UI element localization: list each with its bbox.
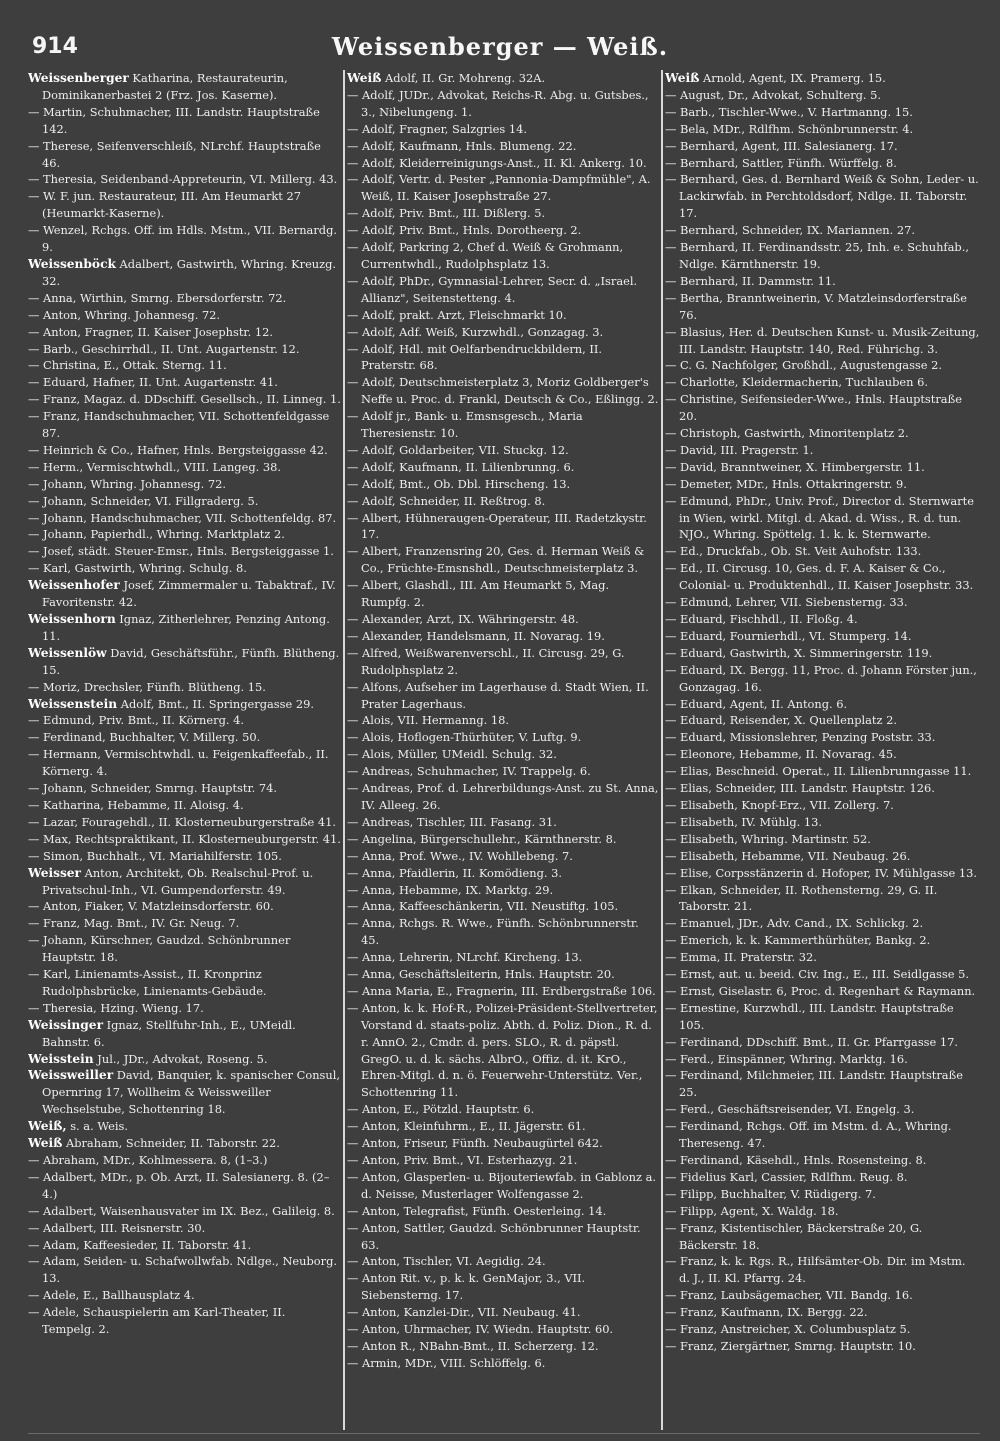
directory-entry: — Elkan, Schneider, II. Rothensterng. 29, G. II. Taborstr. 21. [665, 882, 938, 914]
directory-entry: — Bernhard, II. Ferdinandsstr. 25, Inh. e. Schuhfab., Ndlge. Kärnthnerstr. 19. [665, 240, 969, 271]
directory-entry: — Elise, Corpsstänzerin d. Hofoper, IV. Mühlgasse 13. [665, 865, 977, 880]
directory-entry: — Adolf, Adf. Weiß, Kurzwhdl., Gonzagag. 3. [347, 324, 604, 339]
directory-entry: — Elisabeth, IV. Mühlg. 13. [665, 814, 823, 829]
directory-entry: — Adam, Kaffeesieder, II. Taborstr. 41. [28, 1237, 252, 1252]
page-title: Weissenberger — Weiß. [331, 32, 669, 61]
directory-entry: — Eleonore, Hebamme, II. Novarag. 45. [665, 747, 897, 762]
directory-entry: — Alexander, Arzt, IX. Währingerstr. 48. [347, 612, 579, 626]
directory-entry: — Anton, Kanzlei-Dir., VII. Neubaug. 41. [347, 1305, 581, 1320]
column-divider [343, 70, 345, 1430]
directory-entry: Weiß Abraham, Schneider, II. Taborstr. 22. [28, 1136, 280, 1151]
directory-entry: — Anna, Prof. Wwe., IV. Wohllebeng. 7. [347, 848, 573, 863]
directory-entry: — Max, Rechtspraktikant, II. Klosterneuburgerstr. 41. [28, 831, 341, 846]
directory-entry: — Heinrich & Co., Hafner, Hnls. Bergsteiggasse 42. [28, 442, 328, 457]
directory-entry: — Blasius, Her. d. Deutschen Kunst- u. Musik-Zeitung, III. Landstr. Hauptstr. 140, Red. Führichg. 3. [665, 324, 980, 356]
directory-entry: — Adolf, PhDr., Gymnasial-Lehrer, Secr. d. „Israel. Allianz", Seitenstetteng. 4. [347, 273, 638, 305]
entry-surname: Weissinger [28, 1017, 103, 1032]
directory-entry: — Anton, Uhrmacher, IV. Wiedn. Hauptstr. 60. [347, 1322, 614, 1337]
directory-entry: — Therese, Seifenverschleiß, NLrchf. Hauptstraße 46. [28, 138, 321, 170]
page-number: 914 [32, 34, 78, 59]
entry-list-2 [347, 70, 660, 1372]
directory-entry: — Bernhard, Sattler, Fünfh. Würffelg. 8. [665, 155, 897, 170]
column-1 [28, 70, 341, 1430]
directory-entry: — Filipp, Agent, X. Waldg. 18. [665, 1203, 839, 1218]
entry-list-3 [665, 70, 980, 1355]
directory-entry: — Theresia, Hzing. Wieng. 17. [28, 1000, 204, 1015]
directory-entry: — Abraham, MDr., Kohlmessera. 8, (1–3.) [28, 1153, 268, 1167]
directory-entry: — Elias, Schneider, III. Landstr. Hauptstr. 126. [665, 781, 935, 796]
entry-surname: Weiß, [28, 1119, 67, 1134]
directory-entry: — Adolf, Vertr. d. Pester „Pannonia-Dampfmühle", A. Weiß, II. Kaiser Josephstraße 27. [347, 172, 651, 204]
directory-entry: — Anton, Sattler, Gaudzd. Schönbrunner Hauptstr. 63. [347, 1220, 641, 1252]
directory-entry: — Christoph, Gastwirth, Minoritenplatz 2. [665, 426, 909, 441]
directory-entry: — Wenzel, Rchgs. Off. im Hdls. Mstm., VII. Bernardg. 9. [28, 223, 337, 255]
directory-entry: — Eduard, Fournierhdl., VI. Stumperg. 14. [665, 628, 912, 643]
directory-entry: — Franz, k. k. Rgs. R., Hilfsämter-Ob. Dir. im Mstm. d. J., II. Kl. Pfarrg. 24. [665, 1254, 966, 1286]
directory-entry: — Katharina, Hebamme, II. Aloisg. 4. [28, 797, 244, 812]
directory-entry: Weissenhorn Ignaz, Zitherlehrer, Penzing Antong. 11. [28, 612, 330, 643]
entry-surname: Weiß [347, 71, 382, 85]
directory-entry: Weissweiller David, Banquier, k. spanischer Consul, Opernring 17, Wollheim & Weissweiller Wechselstube, Schottenring 18. [28, 1068, 340, 1117]
directory-entry: — Johann, Kürschner, Gaudzd. Schönbrunner Hauptstr. 18. [28, 933, 291, 965]
directory-entry: — Karl, Linienamts-Assist., II. Kronprinz Rudolphsbrücke, Linienamts-Gebäude. [28, 967, 267, 998]
directory-entry: — Anton Rit. v., p. k. k. GenMajor, 3., VII. Siebensterng. 17. [347, 1271, 586, 1303]
directory-entry: — Charlotte, Kleidermacherin, Tuchlauben 6. [665, 375, 928, 390]
directory-entry: — Bernhard, Agent, III. Salesianerg. 17. [665, 138, 898, 153]
column-3 [665, 70, 980, 1430]
directory-entry: — Adolf, Fragner, Salzgries 14. [347, 121, 527, 136]
directory-entry: — Adolf, Schneider, II. Reßtrog. 8. [347, 493, 546, 508]
directory-entry: — Eduard, Agent, II. Antong. 6. [665, 696, 848, 711]
directory-entry: — Anton, Telegrafist, Fünfh. Oesterleing. 14. [347, 1203, 607, 1218]
directory-entry: — W. F. jun. Restaurateur, III. Am Heumarkt 27 (Heumarkt-Kaserne). [28, 189, 302, 221]
entry-surname: Weissweiller [28, 1068, 114, 1083]
entry-surname: Weiß [28, 1136, 63, 1151]
directory-entry: — Albert, Franzensring 20, Ges. d. Herman Weiß & Co., Früchte-Emsnshdl., Deutschmeisterplatz 3. [347, 544, 645, 576]
directory-entry: — Martin, Schuhmacher, III. Landstr. Hauptstraße 142. [28, 104, 320, 136]
directory-entry: — Emma, II. Praterstr. 32. [665, 950, 817, 965]
directory-entry: — Anton, Kleinfuhrm., E., II. Jägerstr. 61. [347, 1119, 586, 1134]
directory-entry: — Anton, k. k. Hof-R., Polizei-Präsident-Stellvertreter, Vorstand d. staats-poliz. Abth. d. Poliz. Dion., R. d. r. AnnO. 2., Cmdr. d. pers. SLO., R. d. päpstl. GregO. u. d. k. sächs. AlbrO., Offiz. d. it. KrO., Ehren-Mitgl. d. n. ö. Feuerwehr-Unterstütz. Ver., Schottenring 11. [347, 1000, 658, 1100]
directory-entry: — Andreas, Tischler, III. Fasang. 31. [347, 814, 557, 829]
directory-entry: — Johann, Schneider, Smrng. Hauptstr. 74. [28, 781, 278, 796]
directory-entry: — Adolf, Priv. Bmt., Hnls. Dorotheerg. 2. [347, 223, 582, 238]
directory-entry: Weissinger Ignaz, Stellfuhr-Inh., E., UMeidl. Bahnstr. 6. [28, 1017, 296, 1049]
directory-entry: — Filipp, Buchhalter, V. Rüdigerg. 7. [665, 1186, 876, 1201]
directory-entry: — Franz, Mag. Bmt., IV. Gr. Neug. 7. [28, 916, 240, 931]
directory-entry: — Adam, Seiden- u. Schafwollwfab. Ndlge., Neuborg. 13. [28, 1254, 338, 1286]
column-divider [661, 70, 663, 1430]
directory-entry: — Adalbert, MDr., p. Ob. Arzt, II. Salesianerg. 8. (2–4.) [28, 1169, 330, 1201]
directory-entry: — Bertha, Branntweinerin, V. Matzleinsdorferstraße 76. [665, 290, 967, 322]
directory-entry: — Bernhard, II. Dammstr. 11. [665, 273, 836, 288]
directory-entry: — Alfred, Weißwarenverschl., II. Circusg. 29, G. Rudolphsplatz 2. [347, 645, 625, 677]
directory-entry: — Adolf, prakt. Arzt, Fleischmarkt 10. [347, 307, 567, 322]
directory-entry: — Adalbert, III. Reisnerstr. 30. [28, 1220, 206, 1235]
entry-list-1 [28, 70, 341, 1338]
directory-entry: — Anton, Whring. Johannesg. 72. [28, 307, 221, 322]
directory-entry: — Ferdinand, Käsehdl., Hnls. Rosensteing. 8. [665, 1153, 927, 1167]
directory-entry: Weisstein Jul., JDr., Advokat, Roseng. 5. [28, 1051, 268, 1066]
directory-entry: — Ernst, Giselastr. 6, Proc. d. Regenhart & Raymann. [665, 983, 976, 998]
directory-entry: — Adalbert, Waisenhausvater im IX. Bez., Galileig. 8. [28, 1203, 335, 1218]
directory-entry: — Anton, Glasperlen- u. Bijouteriewfab. in Gablonz a. d. Neisse, Musterlager Wolfengasse 2. [347, 1169, 657, 1201]
directory-entry: — Anna, Rchgs. R. Wwe., Fünfh. Schönbrunnerstr. 45. [347, 916, 639, 948]
directory-entry: — Alois, Hoflogen-Thürhüter, V. Luftg. 9. [347, 730, 582, 745]
directory-entry: — Albert, Hühneraugen-Operateur, III. Radetzkystr. 17. [347, 510, 647, 542]
directory-entry: — Ernestine, Kurzwhdl., III. Landstr. Hauptstraße 105. [665, 1000, 954, 1032]
directory-entry: — Adele, Schauspielerin am Karl-Theater, II. Tempelg. 2. [28, 1305, 286, 1337]
entry-surname: Weiß [665, 71, 700, 85]
directory-entry: — David, III. Pragerstr. 1. [665, 442, 814, 457]
directory-entry: — Anton, Friseur, Fünfh. Neubaugürtel 642. [347, 1136, 603, 1151]
directory-entry: — Franz, Magaz. d. DDschiff. Gesellsch., II. Linneg. 1. [28, 392, 341, 407]
directory-entry: — Alfons, Aufseher im Lagerhause d. Stadt Wien, II. Prater Lagerhaus. [347, 679, 649, 711]
directory-entry: — Barb., Geschirrhdl., II. Unt. Augartenstr. 12. [28, 341, 300, 356]
directory-entry: — Adolf jr., Bank- u. Emsnsgesch., Maria Theresienstr. 10. [347, 409, 583, 441]
entry-surname: Weissenstein [28, 696, 118, 711]
directory-entry: — David, Branntweiner, X. Himbergerstr. 11. [665, 459, 925, 474]
directory-entry: — Albert, Glashdl., III. Am Heumarkt 5, Mag. Rumpfg. 2. [347, 578, 610, 610]
directory-entry: — Barb., Tischler-Wwe., V. Hartmanng. 15. [665, 104, 913, 119]
directory-entry: — Anna, Kaffeeschänkerin, VII. Neustiftg. 105. [347, 899, 619, 914]
directory-entry: — Anna, Wirthin, Smrng. Ebersdorferstr. 72. [28, 290, 287, 305]
directory-entry: — Armin, MDr., VIII. Schlöffelg. 6. [347, 1355, 546, 1370]
directory-entry: — Anna, Pfaidlerin, II. Komödieng. 3. [347, 865, 562, 880]
directory-entry: — Christine, Seifensieder-Wwe., Hnls. Hauptstraße 20. [665, 392, 962, 424]
entry-surname: Weisser [28, 865, 81, 880]
directory-entry: — Adolf, JUDr., Advokat, Reichs-R. Abg. u. Gutsbes., 3., Nibelungeng. 1. [347, 87, 649, 119]
directory-entry: — Edmund, PhDr., Univ. Prof., Director d. Sternwarte in Wien, wirkl. Mitgl. d. Akad. d. Wiss., R. d. tun. NJO., Whring. Spöttelg. 1. k. k. Sternwarte. [665, 493, 974, 542]
directory-entry: — Emanuel, JDr., Adv. Cand., IX. Schlickg. 2. [665, 916, 924, 931]
directory-entry: — Christina, E., Ottak. Sterng. 11. [28, 358, 227, 373]
entry-surname: Weissenhofer [28, 578, 120, 593]
entry-surname: Weissenlöw [28, 645, 107, 660]
directory-entry: — Ed., Druckfab., Ob. St. Veit Auhofstr. 133. [665, 544, 922, 559]
directory-entry: Weiß, s. a. Weis. [28, 1119, 128, 1134]
directory-entry: — Hermann, Vermischtwhdl. u. Feigenkaffeefab., II. Körnerg. 4. [28, 747, 329, 779]
directory-entry: — Johann, Whring. Johannesg. 72. [28, 476, 226, 491]
directory-entry: — Ferdinand, DDschiff. Bmt., II. Gr. Pfarrgasse 17. [665, 1034, 959, 1049]
directory-entry: — Adolf, Kaufmann, Hnls. Blumeng. 22. [347, 138, 577, 153]
entry-surname: Weissenberger [28, 71, 129, 85]
directory-entry: Weissenstein Adolf, Bmt., II. Springergasse 29. [28, 696, 314, 711]
bottom-rule [28, 1433, 980, 1434]
directory-entry: Weisser Anton, Architekt, Ob. Realschul-Prof. u. Privatschul-Inh., VI. Gumpendorferstr. 49. [28, 865, 314, 897]
directory-entry: — Anton, E., Pötzld. Hauptstr. 6. [347, 1102, 535, 1117]
directory-entry: — Eduard, Reisender, X. Quellenplatz 2. [665, 713, 897, 728]
directory-entry: — Ferd., Einspänner, Whring. Marktg. 16. [665, 1051, 908, 1066]
directory-entry: Weissenberger Katharina, Restaurateurin, Dominikanerbastei 2 (Frz. Jos. Kaserne). [28, 71, 288, 102]
directory-entry: — Alois, VII. Hermanng. 18. [347, 713, 509, 728]
directory-entry: — Ernst, aut. u. beeid. Civ. Ing., E., III. Seidlgasse 5. [665, 967, 969, 982]
directory-entry: — Elias, Beschneid. Operat., II. Lilienbrunngasse 11. [665, 764, 972, 779]
directory-columns [28, 70, 980, 1430]
directory-entry: — Fidelius Karl, Cassier, Rdlfhm. Reug. 8. [665, 1169, 908, 1184]
directory-entry: — Adolf, Kleiderreinigungs-Anst., II. Kl. Ankerg. 10. [347, 155, 647, 170]
directory-entry: — Lazar, Fouragehdl., II. Klosterneuburgerstraße 41. [28, 814, 337, 829]
directory-entry: — Johann, Papierhdl., Whring. Marktplatz 2. [28, 527, 285, 542]
directory-entry: — Anna Maria, E., Fragnerin, III. Erdbergstraße 106. [347, 983, 656, 998]
directory-entry: — Angelina, Bürgerschullehr., Kärnthnerstr. 8. [347, 831, 617, 846]
directory-entry: — Elisabeth, Hebamme, VII. Neubaug. 26. [665, 848, 911, 863]
directory-entry: — Johann, Handschuhmacher, VII. Schottenfeldg. 87. [28, 510, 337, 525]
directory-entry: — Simon, Buchhalt., VI. Mariahilferstr. 105. [28, 848, 282, 863]
directory-entry: Weissenhofer Josef, Zimmermaler u. Tabaktraf., IV. Favoritenstr. 42. [28, 578, 336, 610]
directory-entry: — Adolf, Goldarbeiter, VII. Stuckg. 12. [347, 442, 569, 457]
directory-entry: — Anna, Geschäftsleiterin, Hnls. Hauptstr. 20. [347, 967, 615, 982]
directory-entry: — Bela, MDr., Rdlfhm. Schönbrunnerstr. 4. [665, 121, 914, 136]
directory-entry: — Josef, städt. Steuer-Emsr., Hnls. Bergsteiggasse 1. [28, 544, 334, 559]
directory-entry: — Eduard, Hafner, II. Unt. Augartenstr. 41. [28, 375, 278, 390]
directory-entry: — Elisabeth, Knopf-Erz., VII. Zollerg. 7. [665, 797, 894, 812]
directory-entry: — Ferdinand, Milchmeier, III. Landstr. Hauptstraße 25. [665, 1068, 963, 1100]
directory-entry: — Franz, Laubsägemacher, VII. Bandg. 16. [665, 1288, 913, 1303]
directory-entry: — Karl, Gastwirth, Whring. Schulg. 8. [28, 561, 247, 576]
directory-entry: — Ferdinand, Buchhalter, V. Millerg. 50. [28, 730, 261, 745]
directory-entry: — Andreas, Prof. d. Lehrerbildungs-Anst. zu St. Anna, IV. Alleeg. 26. [347, 781, 659, 812]
directory-entry: — Theresia, Seidenband-Appreteurin, VI. Millerg. 43. [28, 172, 338, 187]
directory-entry: — Adolf, Priv. Bmt., III. Dißlerg. 5. [347, 206, 546, 221]
page-header [0, 28, 1000, 68]
directory-entry: — Edmund, Priv. Bmt., II. Körnerg. 4. [28, 713, 244, 728]
directory-entry: — Anna, Lehrerin, NLrchf. Kircheng. 13. [347, 950, 583, 965]
directory-entry: — Anton R., NBahn-Bmt., II. Scherzerg. 12. [347, 1338, 599, 1353]
entry-surname: Weissenhorn [28, 612, 116, 626]
directory-entry: — Franz, Handschuhmacher, VII. Schottenfeldgasse 87. [28, 409, 330, 441]
directory-entry: Weissenböck Adalbert, Gastwirth, Whring. Kreuzg. 32. [28, 256, 337, 288]
column-2 [347, 70, 660, 1430]
directory-entry: — Eduard, Missionslehrer, Penzing Poststr. 33. [665, 730, 936, 745]
directory-entry: — Adolf, Parkring 2, Chef d. Weiß & Grohmann, Currentwhdl., Rudolphsplatz 13. [347, 240, 624, 271]
directory-entry: — Alois, Müller, UMeidl. Schulg. 32. [347, 747, 557, 762]
directory-entry: — Anna, Hebamme, IX. Marktg. 29. [347, 882, 554, 897]
directory-entry: — Emerich, k. k. Kammerthürhüter, Bankg. 2. [665, 933, 931, 948]
directory-entry: — Edmund, Lehrer, VII. Siebensterng. 33. [665, 595, 908, 610]
directory-entry: — Andreas, Schuhmacher, IV. Trappelg. 6. [347, 764, 591, 779]
directory-entry: — Franz, Kaufmann, IX. Bergg. 22. [665, 1305, 868, 1320]
directory-entry: — August, Dr., Advokat, Schulterg. 5. [665, 87, 882, 102]
directory-entry: — Adolf, Bmt., Ob. Dbl. Hirscheng. 13. [347, 476, 571, 491]
directory-entry: — Ed., II. Circusg. 10, Ges. d. F. A. Kaiser & Co., Colonial- u. Produktenhdl., II. Kaiser Josephstr. 33. [665, 561, 974, 593]
entry-surname: Weissenböck [28, 256, 116, 271]
directory-entry: — C. G. Nachfolger, Großhdl., Augustengasse 2. [665, 358, 942, 373]
entry-surname: Weisstein [28, 1051, 94, 1066]
directory-entry: — Anton, Fragner, II. Kaiser Josephstr. 12. [28, 324, 273, 339]
directory-entry: — Alexander, Handelsmann, II. Novarag. 19. [347, 628, 605, 643]
directory-entry: — Demeter, MDr., Hnls. Ottakringerstr. 9. [665, 476, 907, 491]
directory-entry: — Anton, Tischler, VI. Aegidig. 24. [347, 1254, 546, 1269]
directory-entry: — Ferd., Geschäftsreisender, VI. Engelg. 3. [665, 1102, 915, 1117]
directory-entry: — Eduard, Gastwirth, X. Simmeringerstr. 119. [665, 645, 933, 660]
directory-entry: — Adele, E., Ballhausplatz 4. [28, 1288, 195, 1303]
directory-entry: — Adolf, Deutschmeisterplatz 3, Moriz Goldberger's Neffe u. Proc. d. Frankl, Deutsch & Co., Eßlingg. 2. [347, 375, 659, 407]
directory-entry: — Eduard, IX. Bergg. 11, Proc. d. Johann Förster jun., Gonzagag. 16. [665, 662, 977, 694]
directory-entry: — Adolf, Hdl. mit Oelfarbendruckbildern, II. Praterstr. 68. [347, 341, 602, 373]
directory-entry: — Bernhard, Ges. d. Bernhard Weiß & Sohn, Leder- u. Lackirwfab. in Perchtoldsdorf, Ndlge. II. Taborstr. 17. [665, 172, 979, 221]
directory-entry: — Franz, Kistentischler, Bäckerstraße 20, G. Bäckerstr. 18. [665, 1220, 923, 1252]
directory-entry: — Anton, Fiaker, V. Matzleinsdorferstr. 60. [28, 899, 274, 914]
directory-entry: Weiß Arnold, Agent, IX. Pramerg. 15. [665, 71, 886, 85]
directory-entry: — Anton, Priv. Bmt., VI. Esterhazyg. 21. [347, 1153, 578, 1167]
directory-entry: — Bernhard, Schneider, IX. Mariannen. 27. [665, 223, 916, 238]
directory-entry: — Eduard, Fischhdl., II. Floßg. 4. [665, 612, 858, 626]
directory-entry: — Herm., Vermischtwhdl., VIII. Langeg. 38. [28, 459, 281, 474]
directory-entry: — Johann, Schneider, VI. Fillgraderg. 5. [28, 493, 259, 508]
directory-entry: — Franz, Anstreicher, X. Columbusplatz 5. [665, 1322, 911, 1337]
directory-entry: — Adolf, Kaufmann, II. Lilienbrunng. 6. [347, 459, 575, 474]
directory-entry: — Franz, Ziergärtner, Smrng. Hauptstr. 10. [665, 1338, 916, 1353]
directory-entry: Weissenlöw David, Geschäftsführ., Fünfh. Blütheng. 15. [28, 645, 340, 677]
directory-entry: — Elisabeth, Whring. Martinstr. 52. [665, 831, 871, 846]
directory-entry: Weiß Adolf, II. Gr. Mohreng. 32A. [347, 71, 546, 85]
directory-entry: — Ferdinand, Rchgs. Off. im Mstm. d. A., Whring. Thereseng. 47. [665, 1119, 952, 1151]
directory-entry: — Moriz, Drechsler, Fünfh. Blütheng. 15. [28, 679, 266, 694]
